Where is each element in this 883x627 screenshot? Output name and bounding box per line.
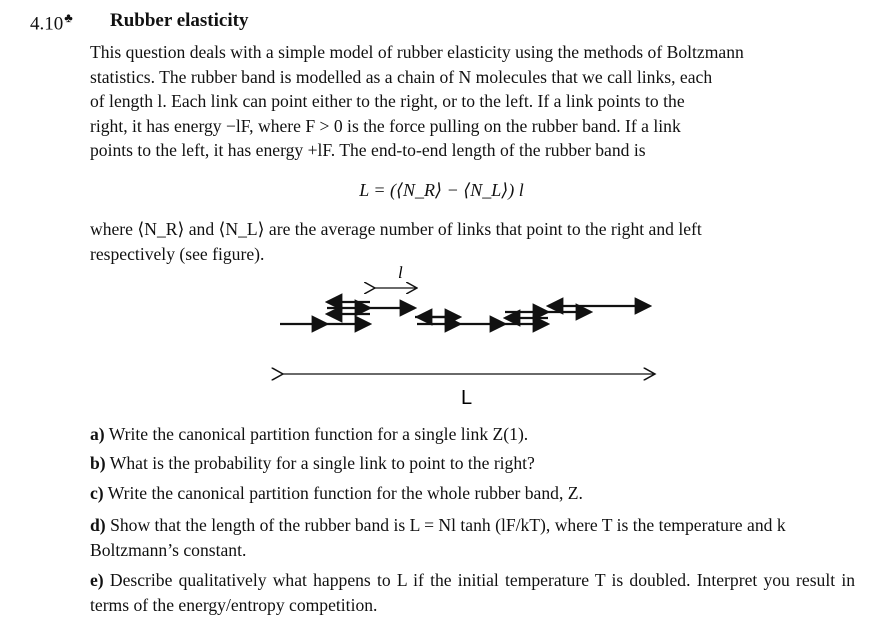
question-d: d) Show that the length of the rubber band is L = Nl tanh (lF/kT), where T is the temperature and k Boltzmann’s constant. [90, 515, 786, 560]
total-length-label: L [461, 387, 473, 409]
intro-line: This question deals with a simple model of rubber elasticity using the methods of Boltzmann [90, 42, 744, 62]
intro-line: statistics. The rubber band is modelled as a chain of N molecules that we call links, each [90, 66, 713, 87]
club-icon: ♣ [64, 10, 73, 25]
question-a: a) Write the canonical partition function for a single link Z(1). [90, 424, 529, 444]
definition-line: where ⟨N_R⟩ and ⟨N_L⟩ are the average number of links that point to the right and left [90, 219, 702, 239]
problem-number: 4.10♣ [30, 10, 73, 35]
definition-line: respectively (see figure). [90, 243, 265, 264]
rubber-band-figure [265, 262, 665, 412]
intro-line: points to the left, it has energy +lF. The end-to-end length of the rubber band is [90, 140, 646, 160]
question-e: e) Describe qualitatively what happens to L if the initial temperature T is doubled. Interpret you result in terms of the energy/entropy competition. [90, 570, 856, 615]
question-b: b) What is the probability for a single link to point to the right? [90, 453, 535, 473]
question-c: c) Write the canonical partition function for the whole rubber band, Z. [90, 483, 583, 503]
link-chain [280, 302, 650, 324]
length-equation: L = (⟨N_R⟩ − ⟨N_L⟩) l [359, 180, 524, 200]
problem-title: Rubber elasticity [110, 10, 249, 31]
intro-paragraph [90, 40, 852, 163]
definition-paragraph [90, 217, 852, 266]
intro-line: right, it has energy −lF, where F > 0 is the force pulling on the rubber band. If a link [90, 115, 681, 136]
link-length-label: l [398, 263, 403, 282]
intro-line: of length l. Each link can point either to the right, or to the left. If a link points to the [90, 91, 685, 111]
